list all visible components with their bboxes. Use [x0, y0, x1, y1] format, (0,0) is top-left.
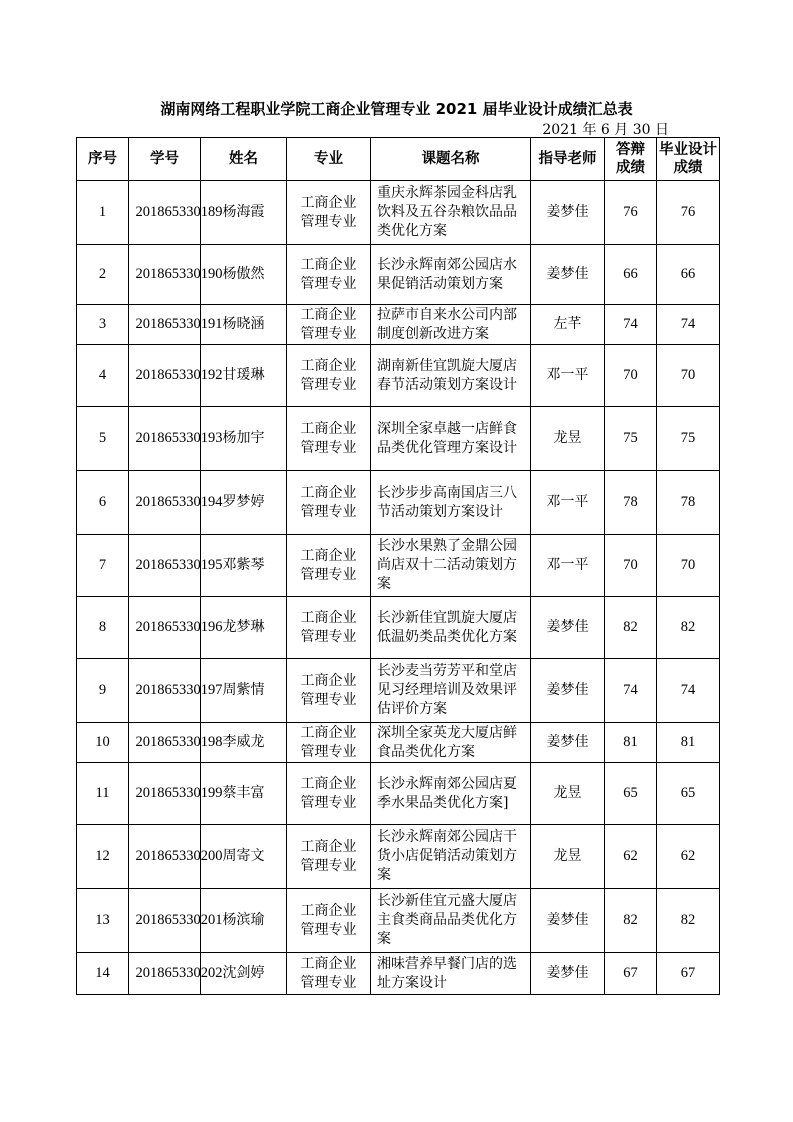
- cell-advisor: [531, 407, 605, 471]
- cell-design-score-text: 70: [680, 367, 696, 383]
- cell-major-text: 工商企业管理专业: [300, 955, 357, 991]
- cell-topic: [371, 763, 531, 825]
- cell-design-score: [657, 245, 720, 305]
- cell-student-id-text: 201865330191: [135, 316, 223, 332]
- cell-name-text: 周紫情: [222, 682, 265, 698]
- cell-advisor-text: 邓一平: [546, 494, 589, 510]
- cell-design-score-text: 78: [680, 494, 696, 510]
- cell-design-score-text: 81: [680, 734, 696, 750]
- cell-index: [77, 889, 129, 953]
- cell-advisor: [531, 245, 605, 305]
- cell-design-score-text: 65: [680, 785, 696, 801]
- cell-index: [77, 407, 129, 471]
- cell-name-text: 蔡丰富: [222, 785, 265, 801]
- cell-topic-text: 长沙新佳宜凯旋大厦店低温奶类品类优化方案: [377, 609, 517, 645]
- header-defense-score: [605, 138, 657, 181]
- cell-major: [287, 345, 371, 407]
- cell-index-text: 7: [98, 557, 107, 573]
- cell-major: [287, 471, 371, 535]
- cell-advisor-text: 龙昱: [553, 430, 582, 446]
- cell-name-text: 杨滨瑜: [222, 912, 265, 928]
- cell-defense-score: [605, 245, 657, 305]
- cell-defense-score-text: 65: [623, 785, 638, 801]
- cell-topic-text: 长沙步步高南国店三八节活动策划方案设计: [377, 484, 517, 520]
- cell-topic: [371, 345, 531, 407]
- cell-major: [287, 825, 371, 889]
- cell-index: [77, 953, 129, 995]
- cell-defense-score-text: 81: [623, 734, 638, 750]
- cell-defense-score: [605, 889, 657, 953]
- cell-design-score: [657, 407, 720, 471]
- cell-advisor-text: 姜梦佳: [546, 965, 589, 981]
- cell-student-id-text: 201865330200: [135, 848, 223, 864]
- cell-defense-score: [605, 723, 657, 763]
- cell-topic: [371, 659, 531, 723]
- cell-advisor: [531, 825, 605, 889]
- cell-student-id-text: 201865330194: [135, 494, 223, 510]
- table-row: [77, 889, 720, 953]
- cell-topic: [371, 305, 531, 345]
- cell-advisor: [531, 889, 605, 953]
- cell-student-id-text: 201865330202: [135, 965, 223, 981]
- cell-major: [287, 659, 371, 723]
- cell-defense-score-text: 66: [623, 266, 638, 282]
- cell-defense-score: [605, 659, 657, 723]
- cell-advisor: [531, 305, 605, 345]
- table-row: [77, 471, 720, 535]
- table-body: [77, 181, 720, 995]
- cell-defense-score-text: 78: [623, 494, 638, 510]
- cell-name-text: 李威龙: [222, 734, 265, 750]
- cell-design-score-text: 75: [680, 430, 696, 446]
- table-row: [77, 953, 720, 995]
- cell-defense-score: [605, 345, 657, 407]
- cell-design-score-text: 76: [680, 204, 696, 220]
- cell-major: [287, 597, 371, 659]
- cell-design-score: [657, 659, 720, 723]
- document-date: 2021 年 6 月 30 日: [542, 122, 669, 138]
- cell-major-text: 工商企业管理专业: [300, 484, 357, 520]
- table-row: [77, 535, 720, 597]
- header-major: 专业: [287, 138, 371, 181]
- cell-major: [287, 763, 371, 825]
- cell-index-text: 1: [98, 204, 107, 220]
- cell-defense-score: [605, 953, 657, 995]
- cell-student-id-text: 201865330193: [135, 430, 223, 446]
- cell-advisor: [531, 535, 605, 597]
- cell-student-id-text: 201865330201: [135, 912, 223, 928]
- cell-topic-text: 长沙永辉南郊公园店干货小店促销活动策划方案: [377, 829, 517, 883]
- header-design-score-text: 毕业设计成绩: [659, 142, 717, 176]
- cell-index-text: 14: [95, 965, 110, 981]
- cell-topic: [371, 181, 531, 245]
- cell-design-score: [657, 535, 720, 597]
- cell-major: [287, 305, 371, 345]
- cell-name-text: 杨傲然: [222, 266, 265, 282]
- table-row: [77, 825, 720, 889]
- cell-name-text: 杨晓涵: [222, 316, 265, 332]
- cell-defense-score-text: 75: [623, 430, 638, 446]
- table-row: [77, 407, 720, 471]
- cell-topic: [371, 245, 531, 305]
- cell-student-id-text: 201865330195: [135, 557, 223, 573]
- cell-name-text: 沈剑婷: [222, 965, 265, 981]
- cell-student-id: [129, 889, 223, 953]
- cell-major-text: 工商企业管理专业: [300, 838, 357, 874]
- cell-student-id: [129, 305, 223, 345]
- cell-student-id: [129, 181, 223, 245]
- table-row: [77, 305, 720, 345]
- cell-index: [77, 305, 129, 345]
- cell-advisor-text: 龙昱: [553, 785, 582, 801]
- cell-index-text: 2: [98, 266, 107, 282]
- cell-defense-score-text: 70: [623, 367, 638, 383]
- cell-student-id-text: 201865330198: [135, 734, 223, 750]
- cell-major: [287, 181, 371, 245]
- header-student-id: 学号: [129, 138, 201, 181]
- cell-student-id-text: 201865330196: [135, 619, 223, 635]
- cell-design-score: [657, 953, 720, 995]
- cell-topic: [371, 597, 531, 659]
- cell-topic-text: 长沙水果熟了金鼎公园尚店双十二活动策划方案: [377, 538, 517, 592]
- cell-advisor-text: 姜梦佳: [546, 619, 589, 635]
- header-topic: 课题名称: [371, 138, 531, 181]
- cell-major-text: 工商企业管理专业: [300, 357, 357, 393]
- cell-student-id: [129, 825, 223, 889]
- cell-index-text: 9: [98, 682, 107, 698]
- cell-student-id-text: 201865330192: [135, 367, 223, 383]
- cell-major-text: 工商企业管理专业: [300, 420, 357, 456]
- cell-defense-score: [605, 535, 657, 597]
- cell-design-score: [657, 597, 720, 659]
- cell-defense-score-text: 82: [623, 912, 638, 928]
- table-row: [77, 659, 720, 723]
- cell-topic-text: 湘味营养早餐门店的选址方案设计: [377, 955, 517, 991]
- cell-index: [77, 723, 129, 763]
- cell-student-id: [129, 723, 223, 763]
- cell-major: [287, 953, 371, 995]
- cell-defense-score: [605, 181, 657, 245]
- cell-advisor-text: 姜梦佳: [546, 734, 589, 750]
- cell-defense-score: [605, 597, 657, 659]
- cell-advisor-text: 姜梦佳: [546, 682, 589, 698]
- cell-topic-text: 长沙永辉南郊公园店夏季水果品类优化方案]: [377, 775, 517, 811]
- cell-student-id-text: 201865330197: [135, 682, 223, 698]
- header-design-score: [657, 138, 720, 181]
- table-header-row: [77, 138, 720, 181]
- cell-topic-text: 深圳全家英龙大厦店鲜食品类优化方案: [377, 724, 517, 760]
- header-name: 姓名: [201, 138, 287, 181]
- cell-advisor-text: 龙昱: [553, 848, 582, 864]
- cell-index: [77, 471, 129, 535]
- cell-name-text: 杨加宇: [222, 430, 265, 446]
- cell-student-id: [129, 535, 223, 597]
- cell-advisor: [531, 763, 605, 825]
- cell-defense-score: [605, 763, 657, 825]
- cell-design-score-text: 66: [680, 266, 696, 282]
- cell-major-text: 工商企业管理专业: [300, 194, 357, 230]
- document-title: 湖南网络工程职业学院工商企业管理专业 2021 届毕业设计成绩汇总表: [160, 100, 633, 118]
- cell-design-score: [657, 345, 720, 407]
- cell-advisor: [531, 597, 605, 659]
- cell-defense-score: [605, 471, 657, 535]
- cell-defense-score-text: 74: [623, 316, 638, 332]
- cell-design-score-text: 74: [680, 682, 696, 698]
- cell-advisor-text: 邓一平: [546, 557, 589, 573]
- cell-advisor-text: 姜梦佳: [546, 266, 589, 282]
- cell-major: [287, 245, 371, 305]
- cell-student-id: [129, 407, 223, 471]
- cell-defense-score-text: 62: [623, 848, 638, 864]
- cell-topic-text: 湖南新佳宜凯旋大厦店春节活动策划方案设计: [377, 357, 517, 393]
- cell-topic-text: 深圳全家卓越一店鲜食品类优化管理方案设计: [377, 420, 517, 456]
- header-index: 序号: [77, 138, 129, 181]
- cell-name-text: 邓紫琴: [222, 557, 265, 573]
- cell-student-id-text: 201865330189: [135, 204, 223, 220]
- cell-advisor: [531, 723, 605, 763]
- cell-index: [77, 597, 129, 659]
- cell-student-id: [129, 953, 223, 995]
- cell-major: [287, 723, 371, 763]
- cell-advisor: [531, 953, 605, 995]
- cell-design-score: [657, 471, 720, 535]
- cell-topic: [371, 889, 531, 953]
- cell-name-text: 龙梦琳: [222, 619, 265, 635]
- cell-major: [287, 889, 371, 953]
- cell-student-id: [129, 763, 223, 825]
- cell-design-score-text: 74: [680, 316, 696, 332]
- cell-defense-score-text: 82: [623, 619, 638, 635]
- cell-index-text: 13: [95, 912, 110, 928]
- cell-defense-score: [605, 305, 657, 345]
- cell-design-score-text: 62: [680, 848, 696, 864]
- table-row: [77, 763, 720, 825]
- cell-index: [77, 345, 129, 407]
- table-row: [77, 181, 720, 245]
- cell-student-id: [129, 345, 223, 407]
- cell-design-score-text: 70: [680, 557, 696, 573]
- cell-advisor: [531, 181, 605, 245]
- cell-advisor: [531, 471, 605, 535]
- cell-topic: [371, 407, 531, 471]
- table-row: [77, 597, 720, 659]
- cell-index: [77, 763, 129, 825]
- cell-major-text: 工商企业管理专业: [300, 775, 357, 811]
- cell-index-text: 5: [98, 430, 107, 446]
- header-advisor: 指导老师: [531, 138, 605, 181]
- cell-major-text: 工商企业管理专业: [300, 724, 357, 760]
- cell-student-id: [129, 245, 223, 305]
- cell-name-text: 周寄文: [222, 848, 265, 864]
- cell-design-score-text: 82: [680, 912, 696, 928]
- cell-advisor-text: 姜梦佳: [546, 204, 589, 220]
- cell-major-text: 工商企业管理专业: [300, 306, 357, 342]
- cell-advisor: [531, 345, 605, 407]
- cell-student-id-text: 201865330190: [135, 266, 223, 282]
- cell-design-score-text: 82: [680, 619, 696, 635]
- cell-major-text: 工商企业管理专业: [300, 672, 357, 708]
- cell-design-score: [657, 889, 720, 953]
- cell-student-id: [129, 471, 223, 535]
- cell-defense-score-text: 70: [623, 557, 638, 573]
- cell-major-text: 工商企业管理专业: [300, 256, 357, 292]
- cell-design-score: [657, 723, 720, 763]
- cell-topic-text: 重庆永辉茶园金科店乳饮料及五谷杂粮饮品品类优化方案: [377, 185, 517, 239]
- cell-topic-text: 长沙新佳宜元盛大厦店主食类商品品类优化方案: [377, 893, 517, 947]
- cell-advisor-text: 左芊: [553, 316, 582, 332]
- cell-index: [77, 825, 129, 889]
- cell-index-text: 12: [95, 848, 110, 864]
- cell-defense-score-text: 74: [623, 682, 638, 698]
- cell-index-text: 6: [98, 494, 107, 510]
- cell-major-text: 工商企业管理专业: [300, 902, 357, 938]
- cell-major-text: 工商企业管理专业: [300, 547, 357, 583]
- cell-design-score: [657, 181, 720, 245]
- cell-topic: [371, 825, 531, 889]
- cell-topic-text: 拉萨市自来水公司内部制度创新改进方案: [377, 306, 517, 342]
- cell-defense-score-text: 76: [623, 204, 638, 220]
- cell-index: [77, 535, 129, 597]
- cell-topic-text: 长沙永辉南郊公园店水果促销活动策划方案: [377, 256, 517, 292]
- cell-advisor-text: 邓一平: [546, 367, 589, 383]
- cell-index: [77, 181, 129, 245]
- cell-index: [77, 245, 129, 305]
- cell-topic: [371, 471, 531, 535]
- cell-student-id-text: 201865330199: [135, 785, 223, 801]
- cell-design-score: [657, 825, 720, 889]
- cell-major-text: 工商企业管理专业: [300, 609, 357, 645]
- table-row: [77, 345, 720, 407]
- cell-name-text: 杨海霞: [222, 204, 265, 220]
- cell-major: [287, 535, 371, 597]
- cell-index-text: 8: [98, 619, 107, 635]
- cell-index-text: 4: [98, 367, 107, 383]
- cell-index-text: 11: [95, 785, 110, 801]
- cell-student-id: [129, 659, 223, 723]
- table-row: [77, 723, 720, 763]
- cell-design-score: [657, 305, 720, 345]
- cell-name-text: 罗梦婷: [222, 494, 265, 510]
- cell-topic: [371, 723, 531, 763]
- cell-topic-text: 长沙麦当劳芳平和堂店见习经理培训及效果评估评价方案: [377, 663, 517, 717]
- cell-defense-score: [605, 407, 657, 471]
- cell-topic: [371, 535, 531, 597]
- cell-defense-score-text: 67: [623, 965, 638, 981]
- header-defense-score-text: 答辩成绩: [616, 142, 645, 176]
- cell-design-score-text: 67: [680, 965, 696, 981]
- cell-defense-score: [605, 825, 657, 889]
- cell-advisor: [531, 659, 605, 723]
- cell-topic: [371, 953, 531, 995]
- cell-design-score: [657, 763, 720, 825]
- cell-name-text: 甘瑗琳: [222, 367, 265, 383]
- cell-advisor-text: 姜梦佳: [546, 912, 589, 928]
- table-row: [77, 245, 720, 305]
- cell-student-id: [129, 597, 223, 659]
- cell-major: [287, 407, 371, 471]
- grades-table: [76, 137, 720, 995]
- cell-index-text: 10: [95, 734, 110, 750]
- cell-index: [77, 659, 129, 723]
- cell-index-text: 3: [98, 316, 107, 332]
